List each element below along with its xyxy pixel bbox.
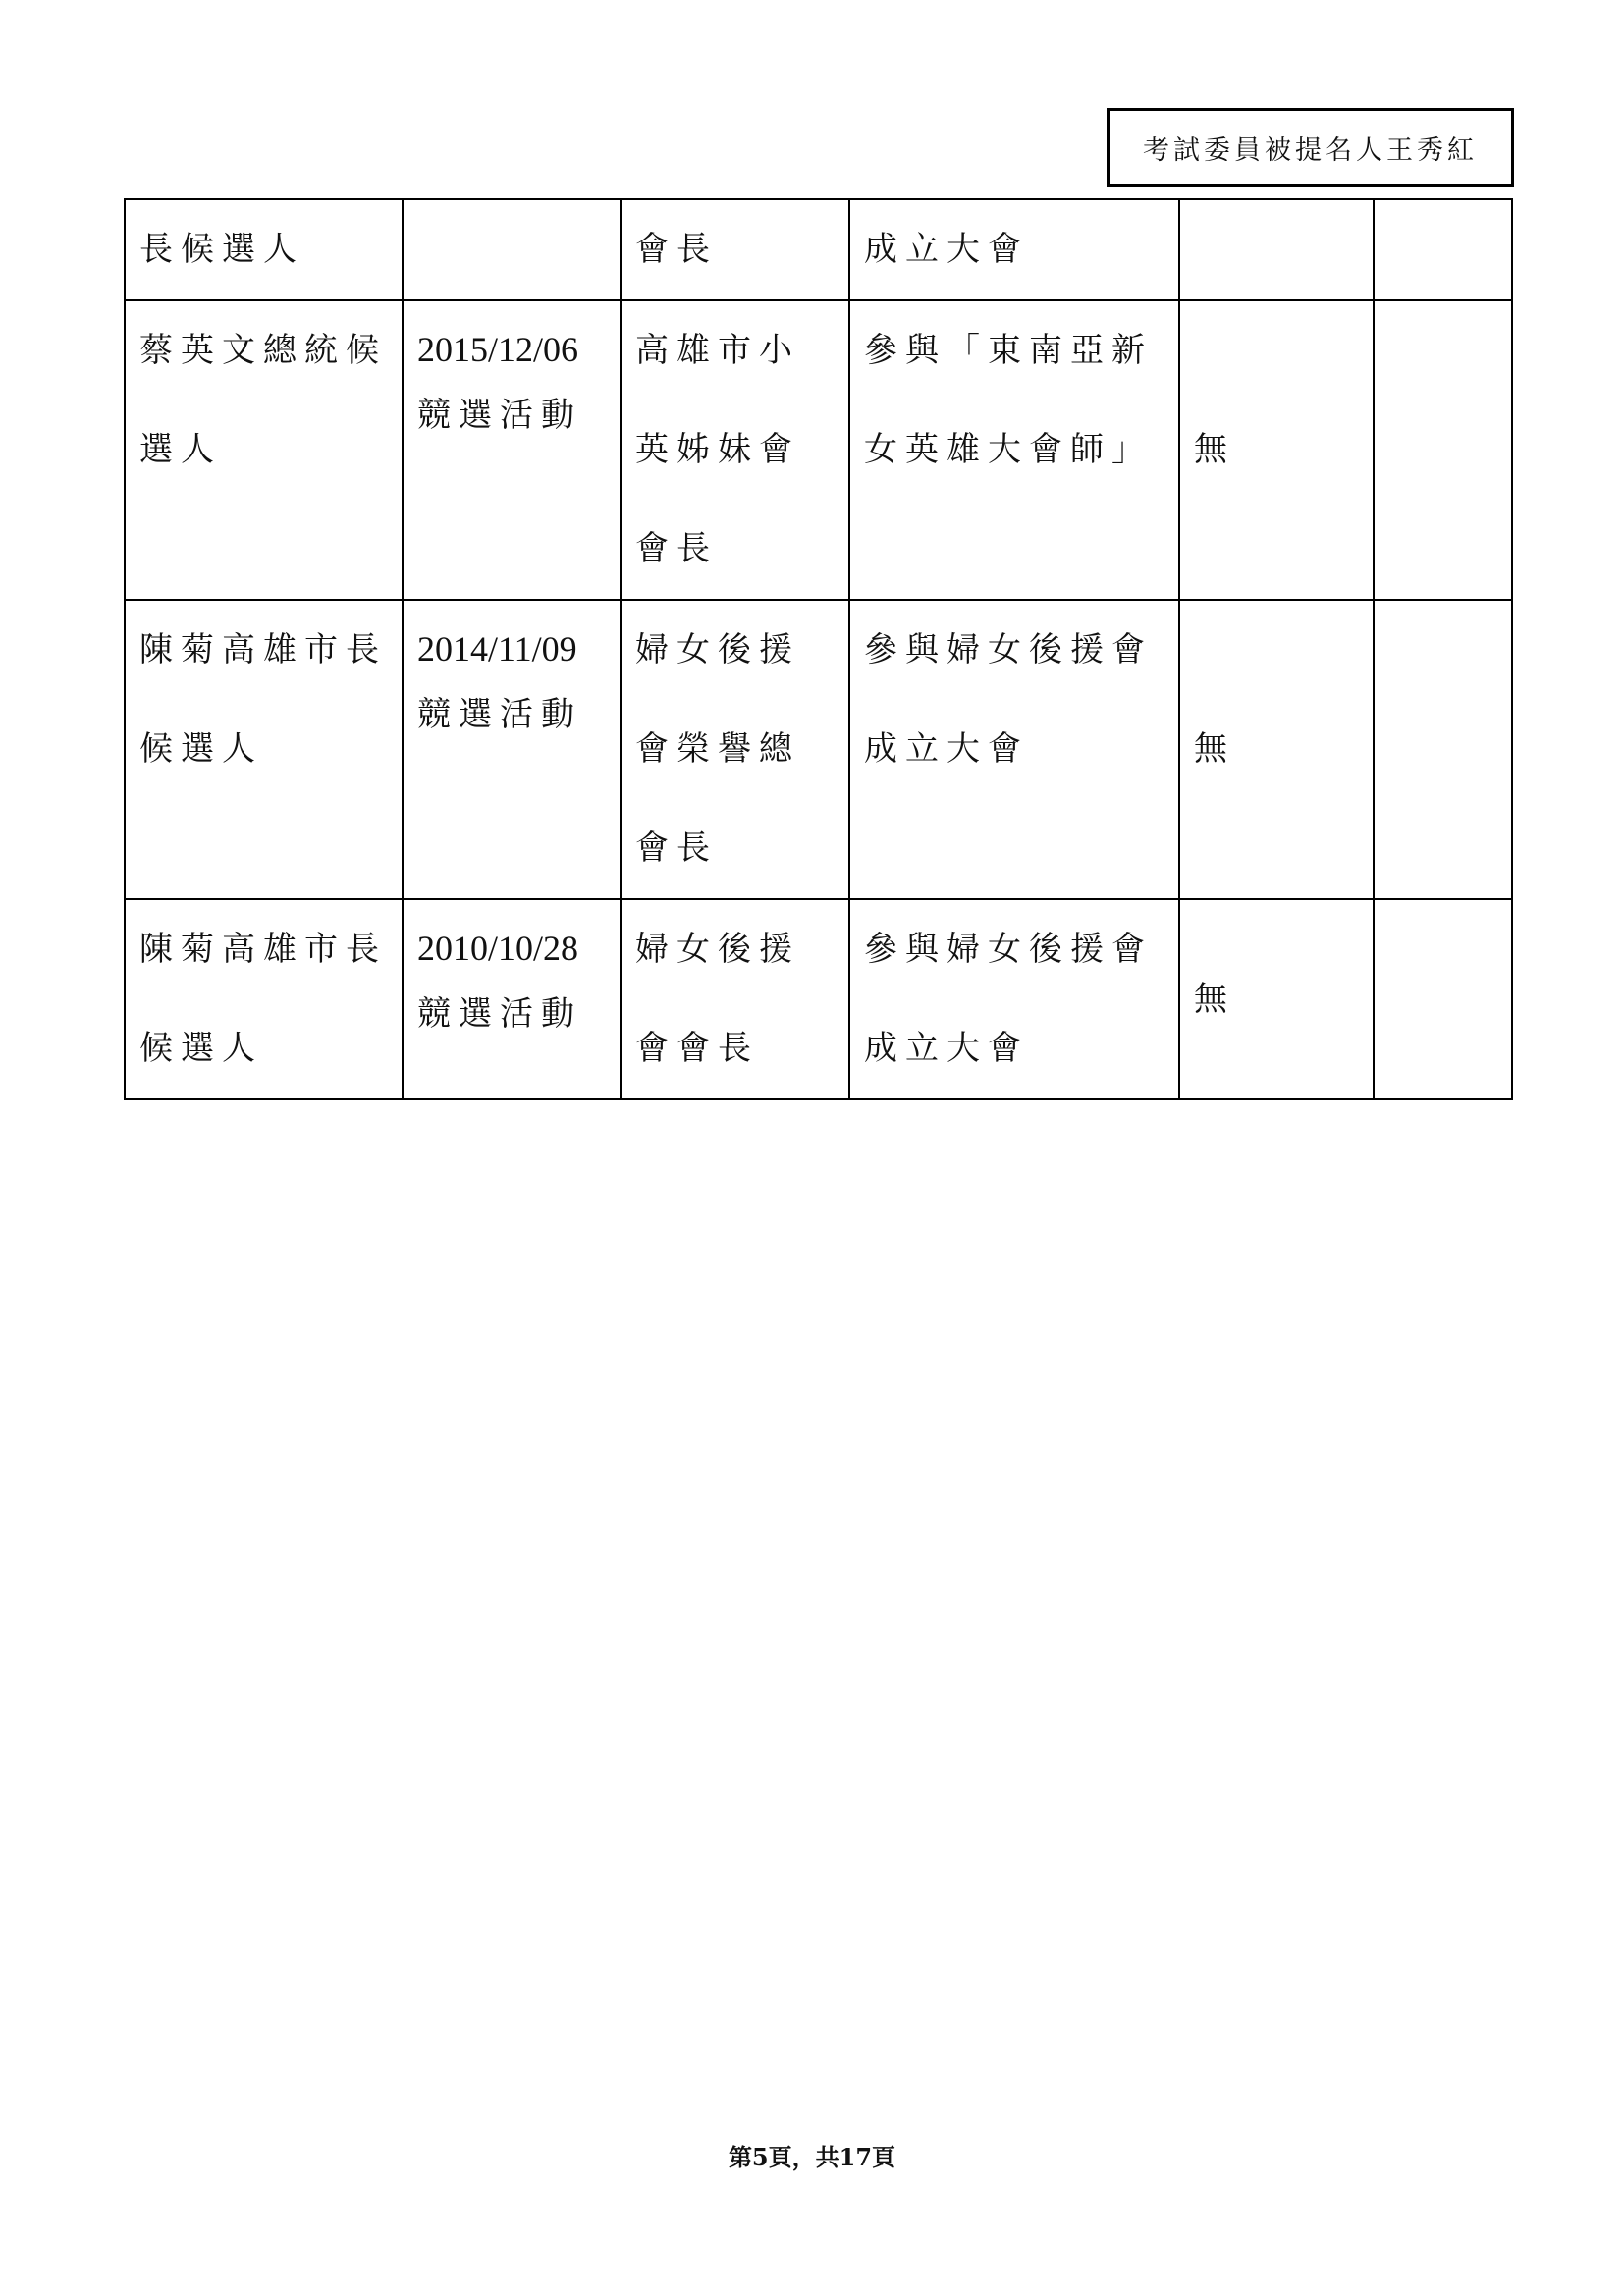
date-subtext: 競選活動 bbox=[417, 395, 582, 435]
date-subtext: 競選活動 bbox=[417, 993, 582, 1034]
extra-cell bbox=[1374, 600, 1512, 899]
event-cell: 參與「東南亞新女英雄大會師」 bbox=[849, 300, 1179, 600]
date-cell bbox=[403, 300, 621, 600]
note-cell: 無 bbox=[1179, 600, 1374, 899]
table-row bbox=[125, 600, 1512, 899]
org-cell: 婦女後援會榮譽總會長 bbox=[621, 600, 849, 899]
extra-cell bbox=[1374, 300, 1512, 600]
page-number: 第5頁，共17頁 bbox=[728, 2143, 896, 2171]
extra-cell bbox=[1374, 899, 1512, 1099]
nominee-label: 考試委員被提名人王秀紅 bbox=[1143, 134, 1478, 166]
date-cell bbox=[403, 600, 621, 899]
role-cell: 長候選人 bbox=[125, 199, 403, 300]
date-value: 2015/12/06 bbox=[417, 330, 579, 369]
org-cell: 婦女後援會會長 bbox=[621, 899, 849, 1099]
event-cell: 參與婦女後援會成立大會 bbox=[849, 600, 1179, 899]
event-cell: 參與婦女後援會成立大會 bbox=[849, 899, 1179, 1099]
role-cell: 陳菊高雄市長候選人 bbox=[125, 600, 403, 899]
event-cell: 成立大會 bbox=[849, 199, 1179, 300]
org-cell: 會長 bbox=[621, 199, 849, 300]
date-cell bbox=[403, 199, 621, 300]
nominee-label-box bbox=[1107, 108, 1514, 187]
role-cell: 陳菊高雄市長候選人 bbox=[125, 899, 403, 1099]
table-row bbox=[125, 300, 1512, 600]
table-row bbox=[125, 199, 1512, 300]
extra-cell bbox=[1374, 199, 1512, 300]
note-cell: 無 bbox=[1179, 300, 1374, 600]
date-subtext: 競選活動 bbox=[417, 694, 582, 734]
date-cell bbox=[403, 899, 621, 1099]
activity-records-table bbox=[124, 198, 1513, 1100]
note-cell bbox=[1179, 199, 1374, 300]
role-cell: 蔡英文總統候選人 bbox=[125, 300, 403, 600]
date-value: 2010/10/28 bbox=[417, 929, 579, 968]
org-cell: 高雄市小英姊妹會會長 bbox=[621, 300, 849, 600]
date-value: 2014/11/09 bbox=[417, 629, 577, 668]
table-row bbox=[125, 899, 1512, 1099]
note-cell: 無 bbox=[1179, 899, 1374, 1099]
